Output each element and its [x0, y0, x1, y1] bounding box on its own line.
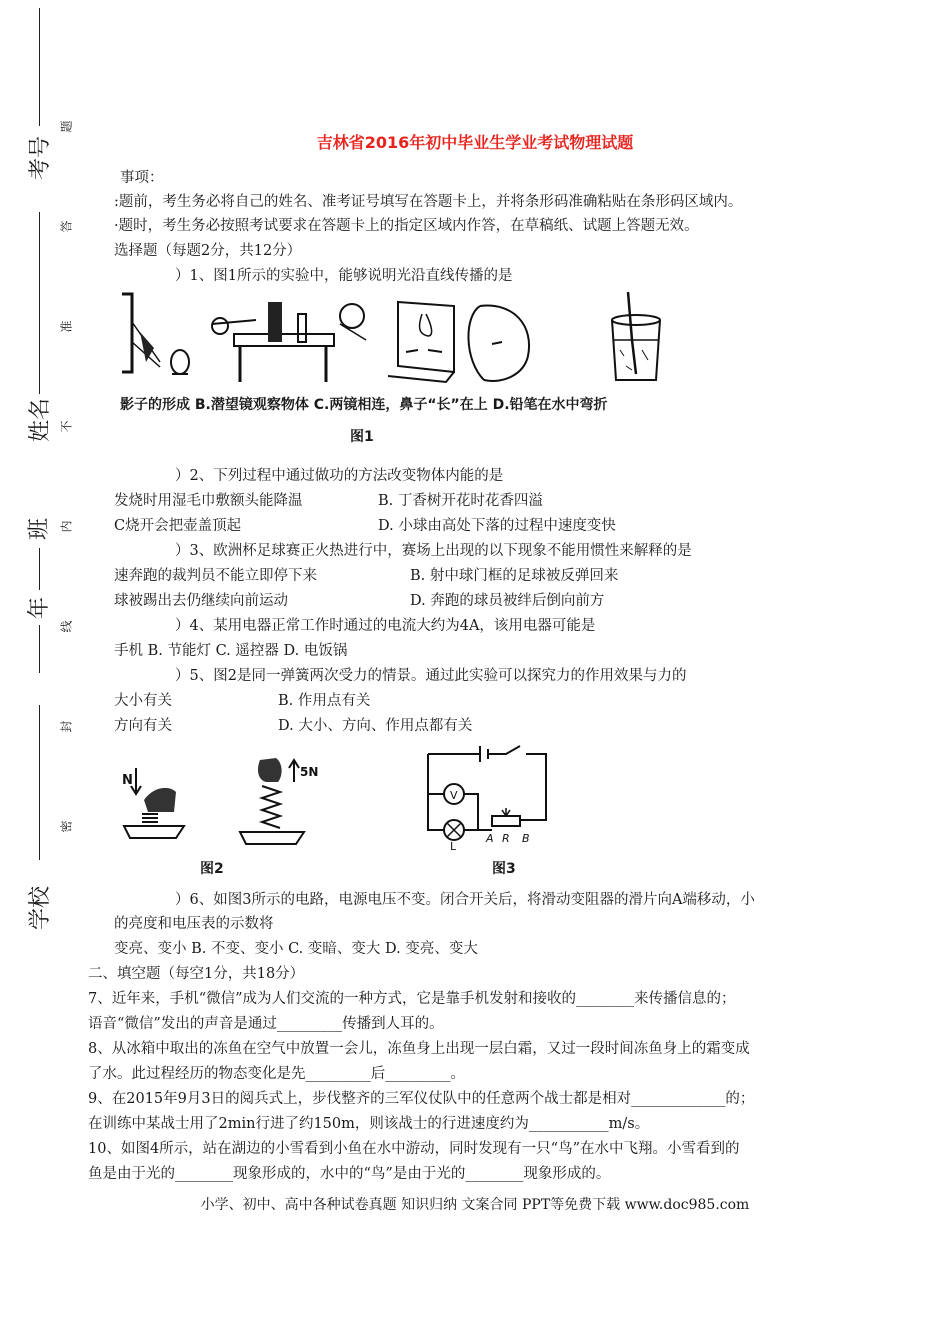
option-b: B. 射中球门框的足球被反弹回来 [410, 568, 619, 584]
notes-line: ·题时，考生务必按照考试要求在答题卡上的指定区域内作答，在草稿纸、试题上答题无效。 [114, 218, 699, 234]
option-b: B. 丁香树开花时花香四溢 [378, 493, 543, 509]
voltmeter-label: V [450, 789, 458, 802]
school-label: 学校 [28, 885, 54, 931]
question-line: 鱼是由于光的________现象形成的，水中的“鸟”是由于光的________现象形成的。 [88, 1166, 611, 1182]
figure-1-periscope [206, 294, 371, 386]
figure-3-label: 图3 [492, 861, 516, 877]
lamp-label: L [450, 840, 457, 853]
figure-1-label: 图1 [350, 429, 374, 445]
name-line [39, 212, 40, 394]
question-line: 8、从冰箱中取出的冻鱼在空气中放置一会儿，冻鱼身上出现一层白霜，又过一段时间冻鱼身上的霜变成 [88, 1041, 750, 1057]
question-line: 在训练中某战士用了2min行进了约150m，则该战士的行进速度约为___________m/s。 [88, 1116, 650, 1132]
figure-2-spring-stretched [236, 752, 319, 850]
option-b: B. 作用点有关 [278, 693, 371, 709]
seal-char: 答 [59, 220, 74, 233]
option-a: 速奔跑的裁判员不能立即停下来 [114, 568, 317, 584]
grade-label: 年 [27, 596, 53, 620]
options-row: 变亮、变小 B. 不变、变小 C. 变暗、变大 D. 变亮、变大 [114, 941, 478, 957]
figure-1-shadow [120, 292, 200, 386]
question-line: 7、近年来，手机“微信”成为人们交流的一种方式，它是靠手机发射和接收的________来传播信息的； [88, 991, 736, 1007]
question-stem: ）5、图2是同一弹簧两次受力的情景。通过此实验可以探究力的作用效果与力的 [175, 668, 687, 684]
exam-no-label: 考号 [28, 135, 54, 181]
option-d: D. 小球由高处下落的过程中速度变快 [378, 518, 616, 534]
seal-char: 线 [59, 620, 74, 633]
option-a: 大小有关 [114, 693, 172, 709]
option-d: D. 大小、方向、作用点都有关 [278, 718, 473, 734]
option-d: D. 奔跑的球员被绊后倒向前方 [410, 593, 605, 609]
question-line: 9、在2015年9月3日的阅兵式上，步伐整齐的三军仪仗队中的任意两个战士都是相对_____________的； [88, 1091, 755, 1107]
class-label: 班 [27, 517, 53, 541]
terminal-a-label: A [486, 832, 494, 845]
question-stem: ）4、某用电器正常工作时通过的电流大约为4A，该用电器可能是 [175, 618, 596, 634]
question-line: 了水。此过程经历的物态变化是先_________后_________。 [88, 1066, 465, 1082]
class-line [39, 548, 40, 590]
rheostat-label: R [502, 832, 510, 845]
question-stem: ）1、图1所示的实验中，能够说明光沿直线传播的是 [175, 268, 513, 284]
option-c: C烧开会把壶盖顶起 [114, 518, 242, 534]
question-stem: ）3、欧洲杯足球赛正火热进行中，赛场上出现的以下现象不能用惯性来解释的是 [175, 543, 692, 559]
options-row: 手机 B. 节能灯 C. 遥控器 D. 电饭锅 [114, 643, 348, 659]
figure-2-spring-pressed [120, 752, 200, 850]
section-heading: 选择题（每题2分，共12分） [114, 243, 302, 259]
page-footer: 小学、初中、高中各种试卷真题 知识归纳 文案合同 PPT等免费下载 www.doc985.com [200, 1197, 750, 1213]
option-a: 发烧时用湿毛巾敷额头能降温 [114, 493, 303, 509]
seal-char: 密 [59, 820, 74, 833]
school-line [39, 705, 40, 860]
question-line: 语音“微信”发出的声音是通过_________传播到人耳的。 [88, 1016, 444, 1032]
notes-heading: 事项： [120, 170, 164, 186]
seal-char: 题 [59, 120, 74, 133]
figure-1-pencil-glass [606, 290, 666, 386]
force-label: 5N [300, 765, 319, 779]
name-label: 姓名 [28, 397, 54, 443]
figure-1-mirrors [384, 296, 544, 386]
exam-no-line [39, 8, 40, 126]
figure-2-label: 图2 [200, 861, 224, 877]
question-stem: ）6、如图3所示的电路，电源电压不变。闭合开关后，将滑动变阻器的滑片向A端移动，小 [175, 892, 755, 908]
seal-char: 准 [59, 320, 74, 333]
seal-char: 内 [59, 520, 74, 533]
question-line: 10、如图4所示，站在湖边的小雪看到小鱼在水中游动，同时发现有一只“鸟”在水中飞翔。小雪看到的 [88, 1141, 740, 1157]
question-stem: ）2、下列过程中通过做功的方法改变物体内能的是 [175, 468, 504, 484]
svg-text:N: N [122, 773, 133, 788]
option-c: 球被踢出去仍继续向前运动 [114, 593, 288, 609]
terminal-b-label: B [522, 832, 530, 845]
option-c: 方向有关 [114, 718, 172, 734]
question-stem-cont: 的亮度和电压表的示数将 [114, 916, 274, 932]
seal-char: 封 [59, 720, 74, 733]
notes-line: :题前，考生务必将自己的姓名、准考证号填写在答题卡上，并将条形码准确粘贴在条形码区域内。 [114, 194, 743, 210]
exam-title: 吉林省2016年初中毕业生学业考试物理试题 [316, 133, 634, 152]
section-heading: 二、填空题（每空1分，共18分） [88, 966, 305, 982]
seal-char: 不 [59, 420, 74, 433]
grade-line [39, 625, 40, 673]
figure-3-circuit [422, 744, 552, 853]
figure-1-caption: 影子的形成 B.潜望镜观察物体 C.两镜相连，鼻子“长”在上 D.铅笔在水中弯折 [120, 397, 608, 413]
